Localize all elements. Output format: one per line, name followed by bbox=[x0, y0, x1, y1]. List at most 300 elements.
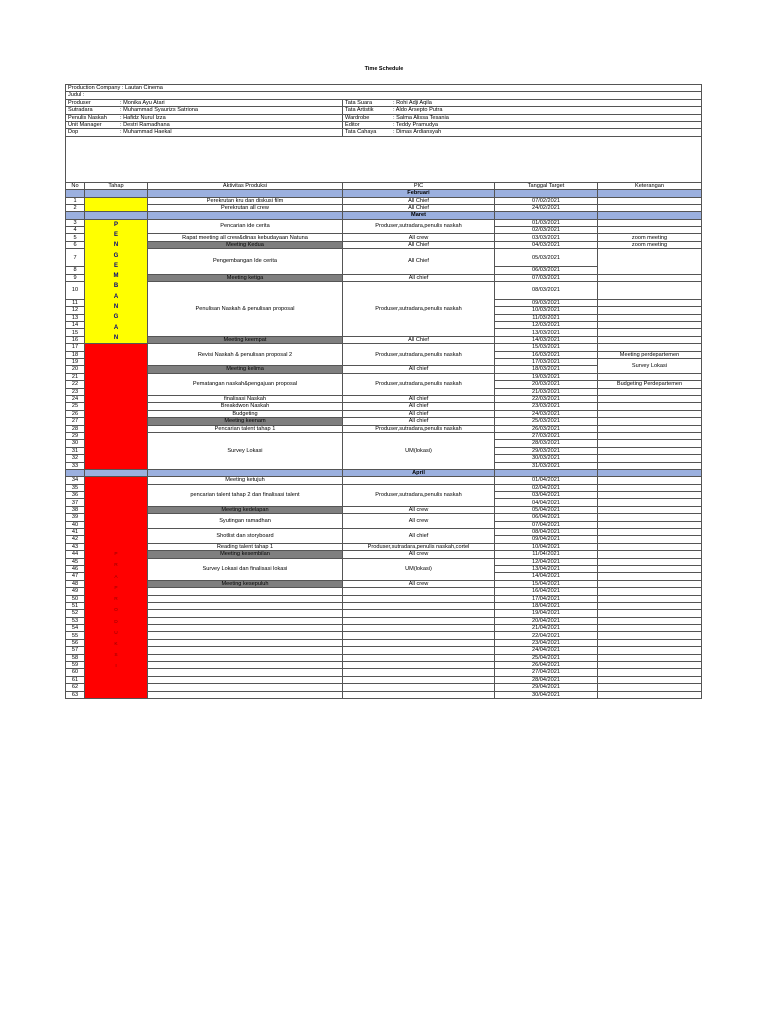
phase-letter: M bbox=[113, 273, 119, 280]
pic-cell: All crew bbox=[343, 551, 495, 558]
crew-member-name: : Destri Ramadhana bbox=[120, 122, 170, 128]
pic-cell: All Chief bbox=[343, 336, 495, 343]
note-cell bbox=[598, 484, 702, 491]
note-cell bbox=[598, 410, 702, 417]
activity-cell: Meeting kelima bbox=[148, 366, 343, 373]
pic-cell bbox=[343, 639, 495, 646]
note-cell bbox=[598, 639, 702, 646]
table-row bbox=[66, 241, 702, 248]
target-date: 24/02/2021 bbox=[495, 204, 598, 211]
crew-member-name: : Aldo Arsepto Putra bbox=[393, 107, 443, 114]
row-number: 45 bbox=[66, 558, 85, 565]
header-row bbox=[66, 99, 702, 106]
row-number: 7 bbox=[66, 249, 85, 267]
note-cell bbox=[598, 492, 702, 499]
row-number: 14 bbox=[66, 322, 85, 329]
row-number: 19 bbox=[66, 359, 85, 366]
target-date: 23/04/2021 bbox=[495, 639, 598, 646]
target-date: 01/04/2021 bbox=[495, 477, 598, 484]
activity-cell: pencarian talent tahap 2 dan finalisasi talent bbox=[148, 484, 343, 506]
row-number: 8 bbox=[66, 267, 85, 274]
table-row bbox=[66, 610, 702, 617]
target-date: 21/04/2021 bbox=[495, 625, 598, 632]
note-cell bbox=[598, 314, 702, 321]
activity-cell: Survey Lokasi dan finalisasi lokasi bbox=[148, 558, 343, 580]
pic-cell: All crew bbox=[343, 506, 495, 513]
table-row bbox=[66, 204, 702, 211]
activity-cell bbox=[148, 647, 343, 654]
note-cell bbox=[598, 281, 702, 299]
target-date: 24/03/2021 bbox=[495, 410, 598, 417]
phase-letter: A bbox=[113, 324, 119, 331]
crew-role-label: Unit Manager bbox=[68, 122, 102, 128]
activity-cell: Meeting ketujuh bbox=[148, 477, 343, 484]
note-cell bbox=[598, 477, 702, 484]
column-header: Keterangan bbox=[598, 182, 702, 189]
table-row bbox=[66, 425, 702, 432]
target-date: 14/03/2021 bbox=[495, 336, 598, 343]
row-number: 12 bbox=[66, 307, 85, 314]
note-cell: Budgeting Perdepartemen bbox=[598, 381, 702, 388]
month-band-cell bbox=[148, 469, 343, 476]
activity-cell bbox=[148, 676, 343, 683]
phase-letter: B bbox=[113, 283, 119, 290]
row-number: 42 bbox=[66, 536, 85, 543]
pic-cell bbox=[343, 632, 495, 639]
target-date: 06/04/2021 bbox=[495, 514, 598, 521]
phase-letter: P bbox=[114, 552, 118, 558]
pic-cell: Produser,sutradara,penulis naskah bbox=[343, 281, 495, 336]
table-row bbox=[66, 234, 702, 241]
target-date: 25/04/2021 bbox=[495, 654, 598, 661]
target-date: 20/04/2021 bbox=[495, 617, 598, 624]
note-cell bbox=[598, 662, 702, 669]
table-row bbox=[66, 691, 702, 698]
pic-cell bbox=[343, 595, 495, 602]
target-date: 11/03/2021 bbox=[495, 314, 598, 321]
pic-cell: All crew bbox=[343, 580, 495, 587]
crew-member-name: : Salma Alissa Tesania bbox=[393, 114, 449, 121]
row-number: 15 bbox=[66, 329, 85, 336]
phase-letter: A bbox=[113, 293, 119, 300]
activity-cell: Meeting keenam bbox=[148, 418, 343, 425]
row-number: 17 bbox=[66, 344, 85, 351]
activity-cell: Revisi Naskah & penulisan proposal 2 bbox=[148, 344, 343, 366]
phase-letter: P bbox=[114, 585, 118, 591]
activity-cell bbox=[148, 669, 343, 676]
phase-letter: P bbox=[113, 221, 118, 228]
target-date: 01/03/2021 bbox=[495, 219, 598, 226]
row-number: 33 bbox=[66, 462, 85, 469]
row-number: 30 bbox=[66, 440, 85, 447]
row-number: 9 bbox=[66, 274, 85, 281]
crew-member-name: : Teddy Pramudya bbox=[393, 122, 438, 128]
table-row bbox=[66, 197, 702, 204]
crew-right bbox=[343, 114, 702, 121]
crew-right bbox=[343, 107, 702, 114]
table-row bbox=[66, 336, 702, 343]
pic-cell: All Chief bbox=[343, 241, 495, 248]
activity-cell: Meeting kesepuluh bbox=[148, 580, 343, 587]
row-number: 31 bbox=[66, 447, 85, 454]
activity-cell: Shotlist dan storyboard bbox=[148, 529, 343, 544]
pic-cell bbox=[343, 691, 495, 698]
target-date: 02/04/2021 bbox=[495, 484, 598, 491]
activity-cell bbox=[148, 654, 343, 661]
note-cell bbox=[598, 654, 702, 661]
activity-cell: Pencarian ide cerita bbox=[148, 219, 343, 234]
target-date: 05/04/2021 bbox=[495, 506, 598, 513]
row-number: 44 bbox=[66, 551, 85, 558]
activity-cell: Meeting kesembilan bbox=[148, 551, 343, 558]
target-date: 30/04/2021 bbox=[495, 691, 598, 698]
pic-cell: UM(lokasi) bbox=[343, 432, 495, 469]
note-cell bbox=[598, 602, 702, 609]
month-band-row bbox=[66, 190, 702, 197]
crew-role-label: Tata Artistik bbox=[345, 107, 374, 114]
pic-cell: Produser,sutradara,penulis naskah bbox=[343, 344, 495, 366]
activity-cell bbox=[148, 691, 343, 698]
pic-cell bbox=[343, 647, 495, 654]
month-band-cell bbox=[598, 190, 702, 197]
activity-cell: Pengembangan Ide cerita bbox=[148, 249, 343, 274]
month-band-cell bbox=[495, 190, 598, 197]
note-cell bbox=[598, 625, 702, 632]
target-date: 10/03/2021 bbox=[495, 307, 598, 314]
table-row bbox=[66, 219, 702, 226]
pic-cell: All chief bbox=[343, 410, 495, 417]
activity-cell bbox=[148, 588, 343, 595]
note-cell bbox=[598, 632, 702, 639]
note-cell bbox=[598, 447, 702, 454]
month-band-cell bbox=[495, 469, 598, 476]
row-number: 53 bbox=[66, 617, 85, 624]
month-band-row bbox=[66, 212, 702, 219]
table-row bbox=[66, 669, 702, 676]
crew-left bbox=[66, 121, 343, 128]
note-cell bbox=[598, 395, 702, 402]
target-date: 26/04/2021 bbox=[495, 662, 598, 669]
row-number: 60 bbox=[66, 669, 85, 676]
table-row bbox=[66, 432, 702, 439]
activity-cell: Meeting keempat bbox=[148, 336, 343, 343]
table-row bbox=[66, 647, 702, 654]
table-row bbox=[66, 684, 702, 691]
row-number: 58 bbox=[66, 654, 85, 661]
crew-role-label: Produser bbox=[68, 99, 91, 106]
row-number: 48 bbox=[66, 580, 85, 587]
activity-cell bbox=[148, 610, 343, 617]
target-date: 16/04/2021 bbox=[495, 588, 598, 595]
table-row bbox=[66, 654, 702, 661]
target-date: 04/04/2021 bbox=[495, 499, 598, 506]
target-date: 04/03/2021 bbox=[495, 241, 598, 248]
phase-letter: E bbox=[113, 231, 118, 238]
month-band-cell bbox=[85, 190, 148, 197]
activity-cell: finalisasi Naskah bbox=[148, 395, 343, 402]
table-row bbox=[66, 588, 702, 595]
pic-cell: Produser,sutradara,penulis naskah bbox=[343, 484, 495, 506]
activity-cell: Breakdwon Naskah bbox=[148, 403, 343, 410]
pic-cell bbox=[343, 617, 495, 624]
crew-role-label: Editor bbox=[345, 122, 360, 128]
pic-cell: All chief bbox=[343, 366, 495, 373]
table-row bbox=[66, 595, 702, 602]
column-header: PIC bbox=[343, 182, 495, 189]
target-date: 17/03/2021 bbox=[495, 359, 598, 366]
pic-cell: UM(lokasi) bbox=[343, 558, 495, 580]
note-cell bbox=[598, 204, 702, 211]
phase-cell bbox=[85, 344, 148, 470]
phase-letter: K bbox=[114, 641, 118, 647]
activity-cell bbox=[148, 632, 343, 639]
column-header-row bbox=[66, 182, 702, 189]
month-band-row bbox=[66, 469, 702, 476]
pic-cell: Produser,sutradara,penulis naskah,cortel bbox=[343, 543, 495, 550]
target-date: 03/03/2021 bbox=[495, 234, 598, 241]
note-cell bbox=[598, 249, 702, 274]
target-date: 06/03/2021 bbox=[495, 267, 598, 274]
note-cell bbox=[598, 499, 702, 506]
target-date: 29/03/2021 bbox=[495, 447, 598, 454]
crew-member-name: : Muhammad Haekal bbox=[120, 129, 172, 136]
activity-cell bbox=[148, 639, 343, 646]
phase-letter: R bbox=[114, 597, 118, 603]
table-row bbox=[66, 580, 702, 587]
activity-cell bbox=[148, 617, 343, 624]
note-cell bbox=[598, 329, 702, 336]
phase-letter: N bbox=[113, 242, 119, 249]
target-date: 24/04/2021 bbox=[495, 647, 598, 654]
target-date: 31/03/2021 bbox=[495, 462, 598, 469]
column-header: No bbox=[66, 182, 85, 189]
phase-letter: I bbox=[115, 664, 117, 670]
table-row bbox=[66, 551, 702, 558]
row-number: 29 bbox=[66, 432, 85, 439]
target-date: 29/04/2021 bbox=[495, 684, 598, 691]
pic-cell: All crew bbox=[343, 514, 495, 529]
row-number: 32 bbox=[66, 455, 85, 462]
row-number: 51 bbox=[66, 602, 85, 609]
table-row bbox=[66, 602, 702, 609]
table-row bbox=[66, 617, 702, 624]
column-header: Tanggal Target bbox=[495, 182, 598, 189]
table-row bbox=[66, 281, 702, 299]
row-number: 27 bbox=[66, 418, 85, 425]
row-number: 3 bbox=[66, 219, 85, 226]
note-cell bbox=[598, 536, 702, 543]
note-cell: Meeting perdepartemen bbox=[598, 351, 702, 358]
target-date: 28/03/2021 bbox=[495, 440, 598, 447]
row-number: 11 bbox=[66, 299, 85, 306]
table-row bbox=[66, 344, 702, 351]
header-blank bbox=[66, 136, 702, 182]
pic-cell: All chief bbox=[343, 418, 495, 425]
note-cell bbox=[598, 418, 702, 425]
month-band-cell bbox=[66, 212, 85, 219]
row-number: 62 bbox=[66, 684, 85, 691]
row-number: 38 bbox=[66, 506, 85, 513]
document-title: Time Schedule bbox=[364, 66, 404, 72]
note-cell bbox=[598, 558, 702, 565]
target-date: 19/04/2021 bbox=[495, 610, 598, 617]
phase-letter: N bbox=[113, 334, 119, 341]
crew-right bbox=[343, 121, 702, 128]
crew-member-name: : Rohi Adji Aqila bbox=[393, 99, 432, 106]
month-band-cell bbox=[66, 469, 85, 476]
target-date: 15/03/2021 bbox=[495, 344, 598, 351]
target-date: 14/04/2021 bbox=[495, 573, 598, 580]
note-cell bbox=[598, 432, 702, 439]
note-cell bbox=[598, 595, 702, 602]
row-number: 2 bbox=[66, 204, 85, 211]
table-row bbox=[66, 632, 702, 639]
row-number: 34 bbox=[66, 477, 85, 484]
crew-role-label: Sutradara bbox=[68, 107, 93, 114]
activity-cell: Perekrutan kru dan diskusi film bbox=[148, 197, 343, 204]
pic-cell bbox=[343, 588, 495, 595]
phase-letter: G bbox=[113, 252, 119, 259]
row-number: 1 bbox=[66, 197, 85, 204]
judul-field: Judul : bbox=[66, 92, 702, 99]
target-date: 08/03/2021 bbox=[495, 281, 598, 299]
table-row bbox=[66, 506, 702, 513]
row-number: 59 bbox=[66, 662, 85, 669]
table-row bbox=[66, 395, 702, 402]
crew-role-label: Penulis Naskah bbox=[68, 114, 107, 121]
pic-cell bbox=[343, 625, 495, 632]
row-number: 6 bbox=[66, 241, 85, 248]
activity-cell: Syutingan ramadhan bbox=[148, 514, 343, 529]
header-row bbox=[66, 129, 702, 136]
crew-left bbox=[66, 107, 343, 114]
note-cell bbox=[598, 588, 702, 595]
table-row bbox=[66, 558, 702, 565]
table-row bbox=[66, 529, 702, 536]
header-row bbox=[66, 121, 702, 128]
activity-cell: Meeting Kedua bbox=[148, 241, 343, 248]
target-date: 22/03/2021 bbox=[495, 395, 598, 402]
row-number: 13 bbox=[66, 314, 85, 321]
pic-cell bbox=[343, 602, 495, 609]
note-cell bbox=[598, 373, 702, 380]
target-date: 07/04/2021 bbox=[495, 521, 598, 528]
note-cell bbox=[598, 543, 702, 550]
note-cell bbox=[598, 565, 702, 572]
target-date: 07/03/2021 bbox=[495, 274, 598, 281]
table-row bbox=[66, 249, 702, 267]
note-cell bbox=[598, 274, 702, 281]
pic-cell: All crew bbox=[343, 234, 495, 241]
phase-letter: A bbox=[114, 574, 118, 580]
activity-cell: Reading talent tahap 1 bbox=[148, 543, 343, 550]
row-number: 52 bbox=[66, 610, 85, 617]
column-header: Aktivitas Produksi bbox=[148, 182, 343, 189]
target-date: 26/03/2021 bbox=[495, 425, 598, 432]
note-cell bbox=[598, 336, 702, 343]
row-number: 50 bbox=[66, 595, 85, 602]
row-number: 24 bbox=[66, 395, 85, 402]
phase-cell bbox=[85, 197, 148, 212]
month-band-cell bbox=[148, 212, 343, 219]
row-number: 21 bbox=[66, 373, 85, 380]
month-band-cell bbox=[85, 469, 148, 476]
row-number: 22 bbox=[66, 381, 85, 388]
row-number: 43 bbox=[66, 543, 85, 550]
note-cell bbox=[598, 440, 702, 447]
target-date: 16/03/2021 bbox=[495, 351, 598, 358]
activity-cell: Budgeting bbox=[148, 410, 343, 417]
pic-cell: Produser,sutradara,penulis naskah bbox=[343, 219, 495, 234]
row-number: 25 bbox=[66, 403, 85, 410]
month-band-cell bbox=[598, 212, 702, 219]
note-cell bbox=[598, 521, 702, 528]
month-band-cell bbox=[85, 212, 148, 219]
target-date: 02/03/2021 bbox=[495, 227, 598, 234]
pic-cell: Produser,sutradara,penulis naskah bbox=[343, 425, 495, 432]
activity-cell: Rapat meeting all crew&dinas kebudayaan Natuna bbox=[148, 234, 343, 241]
row-number: 63 bbox=[66, 691, 85, 698]
target-date: 13/03/2021 bbox=[495, 329, 598, 336]
note-cell bbox=[598, 647, 702, 654]
crew-role-label: Wardrobe bbox=[345, 114, 370, 121]
month-band-cell bbox=[148, 190, 343, 197]
phase-letter: E bbox=[113, 262, 118, 269]
target-date: 18/04/2021 bbox=[495, 602, 598, 609]
pic-cell: All Chief bbox=[343, 249, 495, 274]
phase-letter: O bbox=[114, 608, 118, 614]
header-row bbox=[66, 107, 702, 114]
note-cell bbox=[598, 455, 702, 462]
note-cell bbox=[598, 388, 702, 395]
pic-cell: All chief bbox=[343, 529, 495, 544]
row-number: 40 bbox=[66, 521, 85, 528]
row-number: 47 bbox=[66, 573, 85, 580]
phase-label bbox=[85, 477, 148, 699]
row-number: 20 bbox=[66, 366, 85, 373]
table-row bbox=[66, 373, 702, 380]
row-number: 37 bbox=[66, 499, 85, 506]
activity-cell: Meeting ketiga bbox=[148, 274, 343, 281]
crew-left bbox=[66, 129, 343, 136]
activity-cell: Penulisan Naskah & penulisan proposal bbox=[148, 281, 343, 336]
note-cell bbox=[598, 227, 702, 234]
target-date: 17/04/2021 bbox=[495, 595, 598, 602]
month-label: Maret bbox=[343, 212, 495, 219]
activity-cell bbox=[148, 625, 343, 632]
pic-cell bbox=[343, 676, 495, 683]
note-cell bbox=[598, 506, 702, 513]
note-cell bbox=[598, 610, 702, 617]
pic-cell bbox=[343, 684, 495, 691]
target-date: 27/03/2021 bbox=[495, 432, 598, 439]
phase-letter: R bbox=[114, 563, 118, 569]
note-cell bbox=[598, 197, 702, 204]
note-cell bbox=[598, 617, 702, 624]
table-row bbox=[66, 514, 702, 521]
note-cell bbox=[598, 425, 702, 432]
phase-letter: D bbox=[114, 619, 118, 625]
table-row bbox=[66, 625, 702, 632]
target-date: 22/04/2021 bbox=[495, 632, 598, 639]
table-row bbox=[66, 410, 702, 417]
row-number: 26 bbox=[66, 410, 85, 417]
crew-role-label: Tata Suara bbox=[345, 99, 373, 106]
target-date: 12/03/2021 bbox=[495, 322, 598, 329]
pic-cell bbox=[343, 662, 495, 669]
pic-cell: All chief bbox=[343, 403, 495, 410]
activity-cell: Perekrutan all crew bbox=[148, 204, 343, 211]
